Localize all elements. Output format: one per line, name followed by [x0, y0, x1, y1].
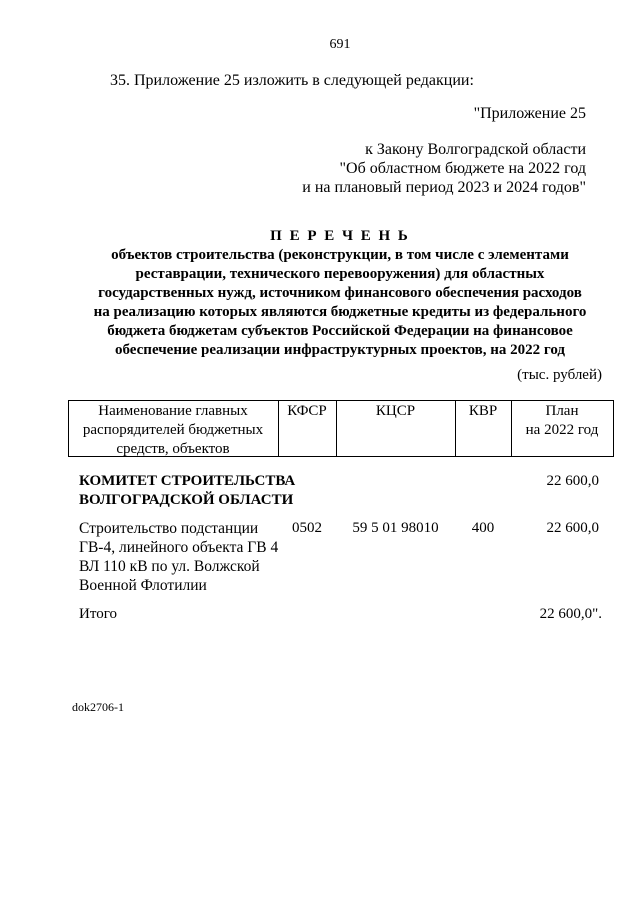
header-name-line: распорядителей бюджетных: [82, 422, 264, 438]
row-name-line: Строительство подстанции: [79, 520, 259, 537]
row-name-line: ГВ-4, линейного объекта ГВ 4: [79, 539, 279, 556]
total-value: 22 600,0".: [539, 606, 602, 622]
total-label: Итого: [79, 606, 117, 622]
header-kfsr: КФСР: [287, 403, 327, 419]
heading-line: бюджета бюджетам субъектов Российской Федерации на финансовое: [107, 323, 573, 339]
row-name-line: ВЛ 110 кВ по ул. Волжской: [79, 558, 260, 575]
table-row: [79, 519, 278, 595]
row-plan-value: 22 600,0: [546, 520, 599, 536]
row-kvr: 400: [471, 520, 495, 536]
header-plan: [511, 402, 613, 440]
amendment-instruction: 35. Приложение 25 изложить в следующей редакции:: [110, 72, 474, 89]
header-kcsr: КЦСР: [375, 403, 416, 419]
row-kcsr: 59 5 01 98010: [352, 520, 439, 536]
table-row: [79, 472, 295, 510]
header-name-line: средств, объектов: [116, 441, 230, 457]
appendix-label: "Приложение 25: [473, 105, 586, 122]
header-name-line: Наименование главных: [98, 403, 248, 419]
row-plan-value: 22 600,0: [546, 473, 599, 489]
header-kvr: КВР: [468, 403, 498, 419]
page-number: 691: [329, 37, 351, 52]
heading-line: объектов строительства (реконструкции, в том числе с элементами: [111, 247, 569, 263]
row-name-line: Военной Флотилии: [79, 577, 207, 594]
law-reference-line: к Закону Волгоградской области: [365, 141, 586, 158]
list-title: П Е Р Е Ч Е Н Ь: [270, 228, 410, 244]
unit-note: (тыс. рублей): [517, 367, 602, 383]
row-name-line: КОМИТЕТ СТРОИТЕЛЬСТВА: [79, 473, 296, 489]
heading-line: на реализацию которых являются бюджетные кредиты из федерального: [93, 304, 587, 320]
heading-line: государственных нужд, источником финансового обеспечения расходов: [98, 285, 582, 301]
row-name-line: ВОЛГОГРАДСКОЙ ОБЛАСТИ: [79, 492, 294, 508]
table-top-border: [68, 400, 614, 401]
law-reference-line: "Об областном бюджете на 2022 год: [339, 160, 586, 177]
document-code: dok2706-1: [72, 700, 124, 714]
heading-line: реставрации, технического перевооружения) для областных: [135, 266, 545, 282]
header-plan-line: на 2022 год: [525, 422, 599, 438]
heading-line: обеспечение реализации инфраструктурных проектов, на 2022 год: [115, 342, 565, 358]
header-name: [68, 402, 278, 459]
law-reference-line: и на плановый период 2023 и 2024 годов": [302, 179, 586, 196]
row-kfsr: 0502: [292, 520, 322, 536]
header-plan-line: План: [545, 403, 579, 419]
table-border-right: [613, 400, 614, 457]
